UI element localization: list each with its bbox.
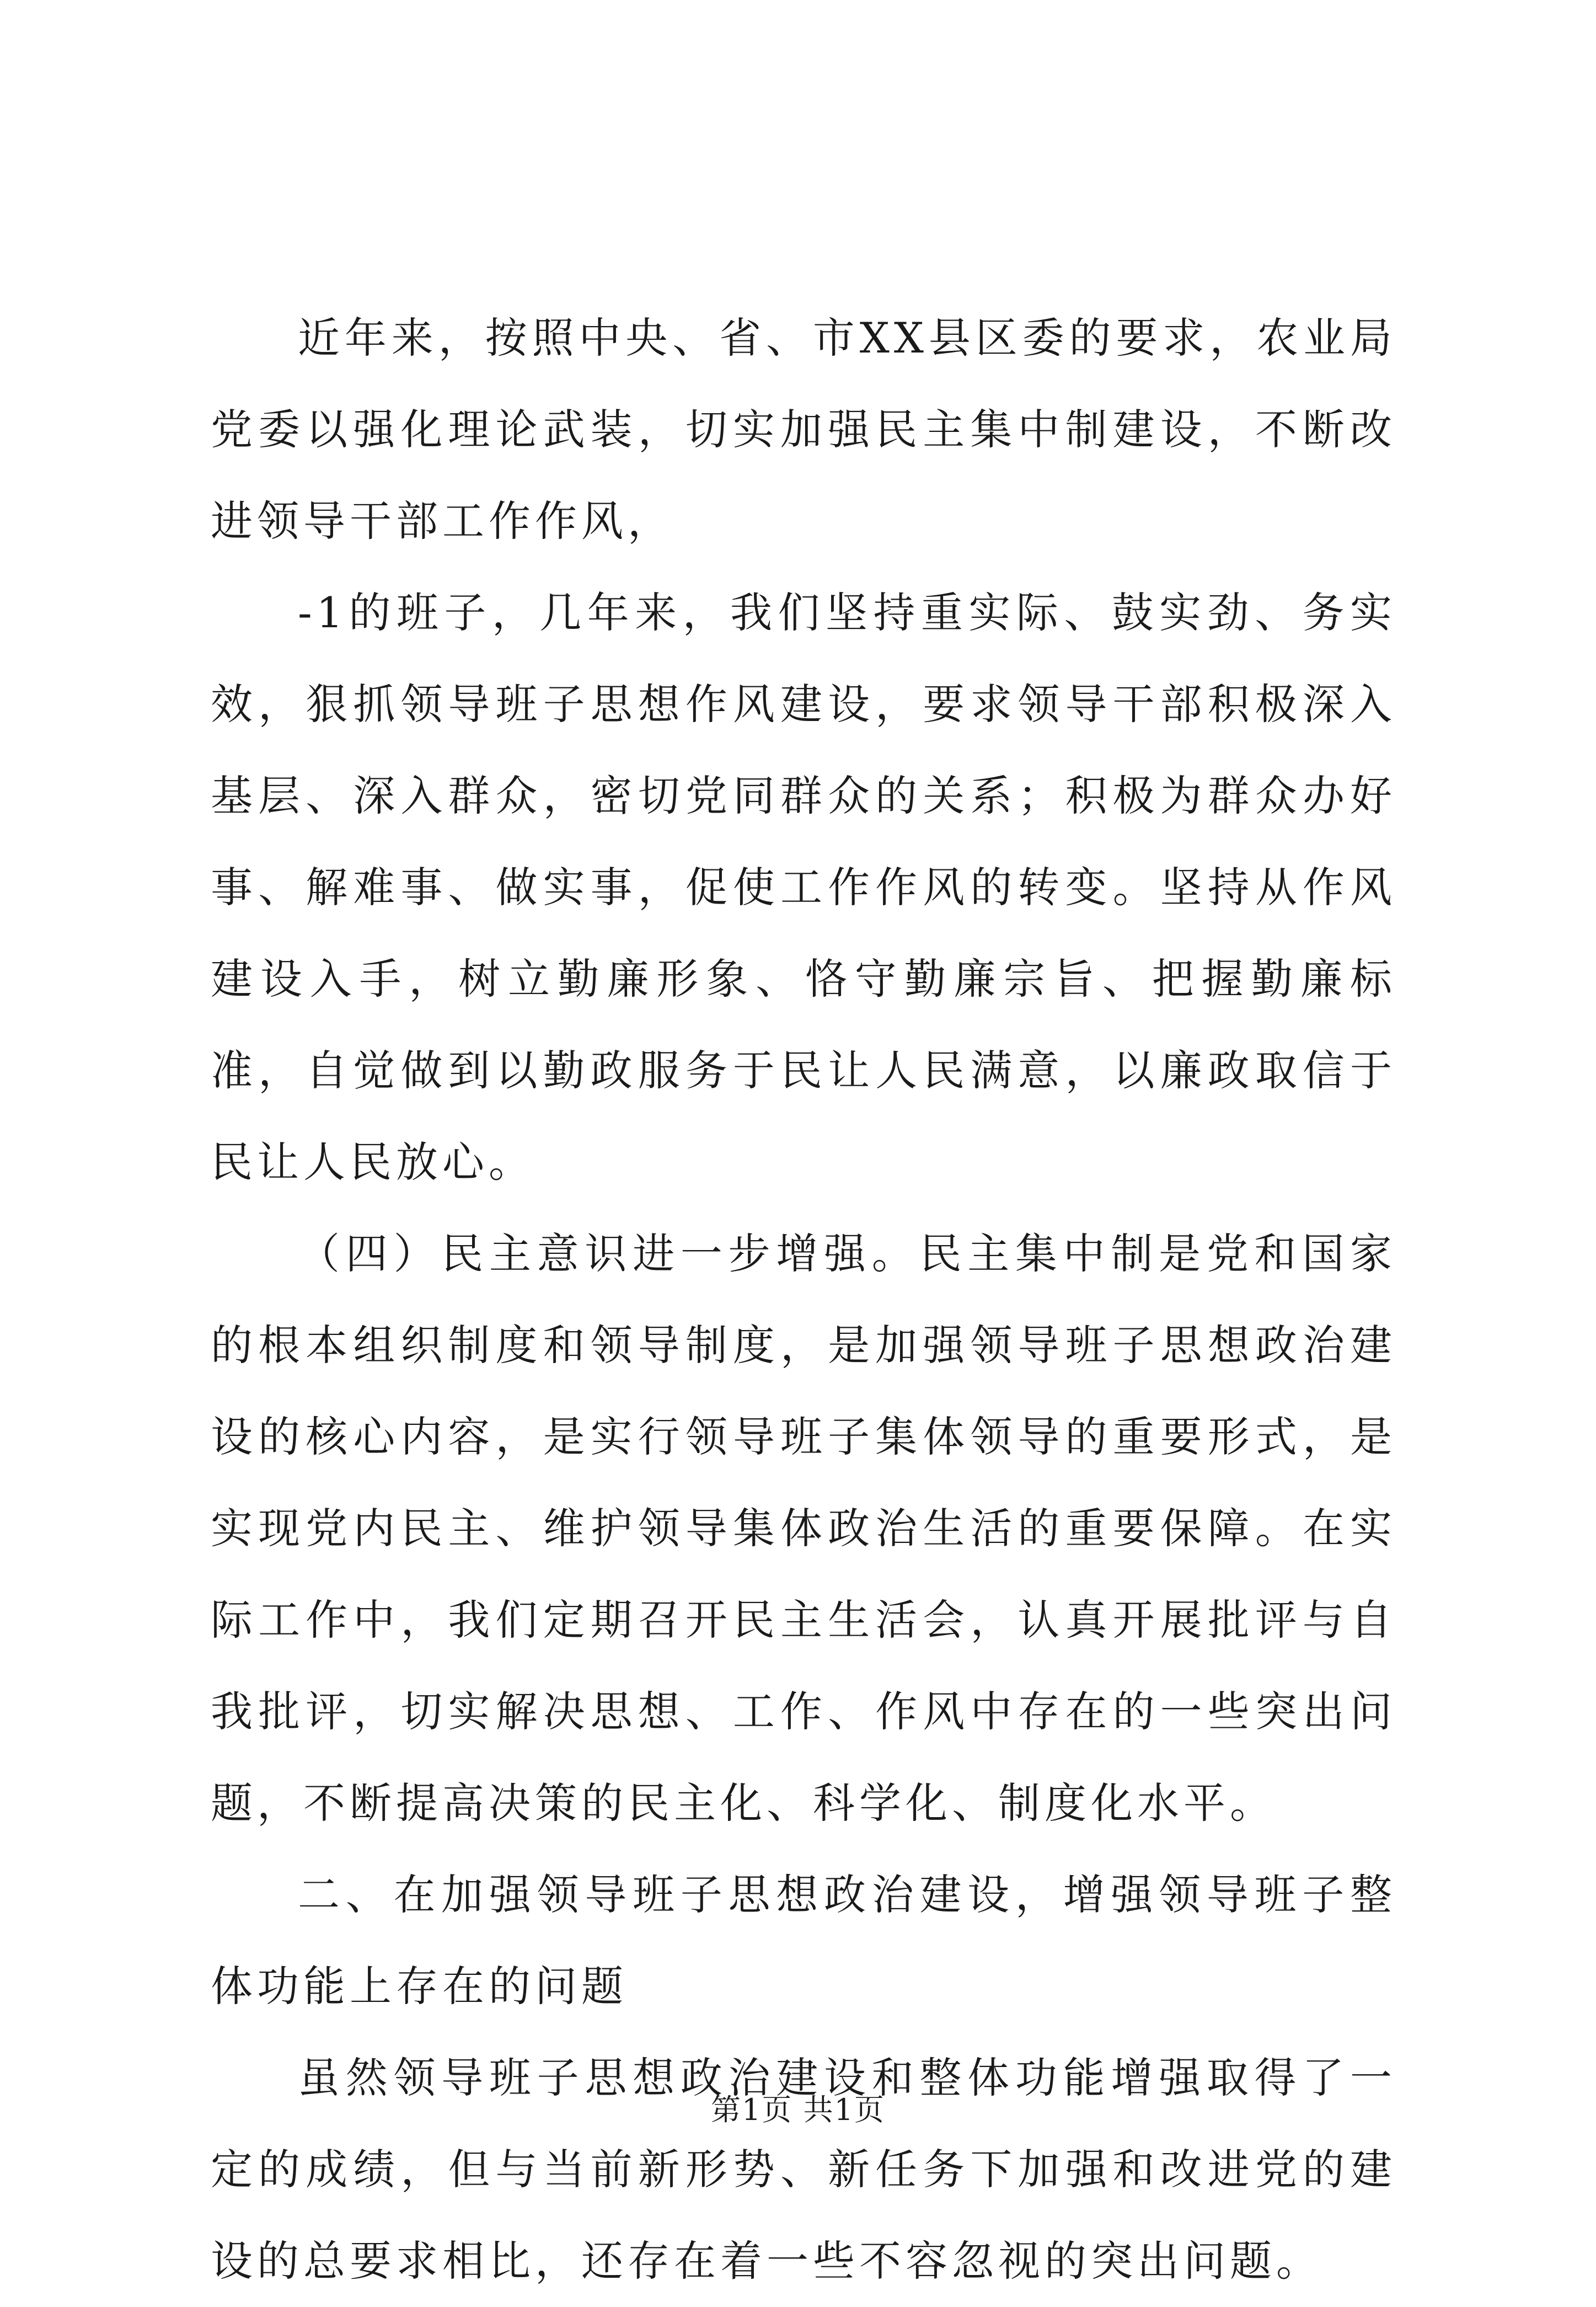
paragraph-work-style: -1的班子，几年来，我们坚持重实际、鼓实劲、务实效，狠抓领导班子思想作风建设，要求领导干部积极深入基层、深入群众，密切党同群众的关系；积极为群众办好事、解难事、做实事，促使工作作风的转变。坚持从作风建设入手，树立勤廉形象、恪守勤廉宗旨、把握勤廉标准，自觉做到以勤政服务于民让人民满意，以廉政取信于民让人民放心。 bbox=[211, 588, 1396, 1187]
paragraph-problems: 虽然领导班子思想政治建设和整体功能增强取得了一定的成绩，但与当前新形势、新任务下加强和改进党的建设的总要求相比，还存在着一些不容忽视的突出问题。 bbox=[211, 2053, 1396, 2285]
page-footer: 第1页 共1页 bbox=[711, 2092, 885, 2127]
paragraph-democracy: （四）民主意识进一步增强。民主集中制是党和国家的根本组织制度和领导制度，是加强领导班子思想政治建设的核心内容，是实行领导班子集体领导的重要形式，是实现党内民主、维护领导集体政治生活的重要保障。在实际工作中，我们定期召开民主生活会，认真开展批评与自我批评，切实解决思想、工作、作风中存在的一些突出问题，不断提高决策的民主化、科学化、制度化水平。 bbox=[211, 1229, 1396, 1828]
section-heading-problems: 二、在加强领导班子思想政治建设，增强领导班子整体功能上存在的问题 bbox=[211, 1870, 1396, 2011]
paragraph-intro: 近年来，按照中央、省、市XX县区委的要求，农业局党委以强化理论武装，切实加强民主集中制建设，不断改进领导干部工作作风， bbox=[211, 313, 1396, 546]
document-body bbox=[211, 292, 1396, 2307]
